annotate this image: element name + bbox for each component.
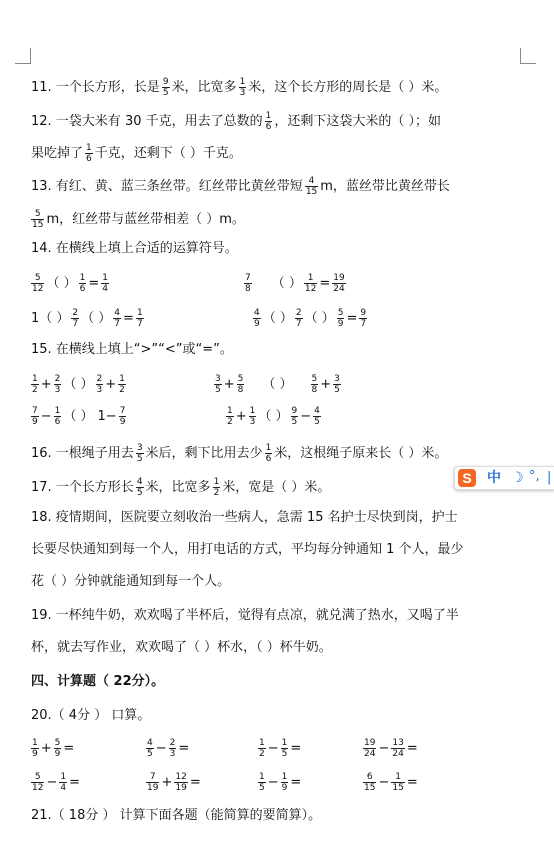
q15-row2-right: $\frac{1}{2}$ + $\frac{1}{3}$ （ ） $\frac{9}{5}$ − $\frac{4}{5}$ [227,406,320,427]
fraction: $\frac{4}{5}$ [314,406,320,427]
question-18-line1: 18. 疫情期间，医院要立刻收治一些病人，急需 15 名护士尽快到岗，护士 [31,510,458,525]
fraction: $\frac{1}{15}$ [392,772,404,793]
fraction: $\frac{3}{5}$ [215,374,221,395]
q11-text-a: 11. 一个长方形，长是 [31,80,160,95]
fraction: $\frac{1}{2}$ [119,374,125,395]
oral-calc-item [363,772,418,793]
equals-sign: = [69,775,80,790]
fraction: $\frac{1}{6}$ [265,111,272,132]
q12-text-d: 千克，还剩下（ ）千克。 [94,146,242,161]
question-18-line3: 花（ ）分钟就能通知到每一个人。 [31,574,231,589]
question-13-line2 [31,209,245,230]
ime-more-icon[interactable]: | [547,470,552,485]
blank[interactable]: （ ） [81,311,112,326]
operator: + [161,775,173,790]
fraction: $\frac{13}{24}$ [392,738,404,759]
fraction: $\frac{2}{3}$ [169,738,176,759]
fraction: $\frac{1}{7}$ [136,308,143,329]
fraction: $\frac{5}{15}$ [32,209,44,230]
q13-text-c: m，红丝带与蓝丝带相差（ ）m。 [46,212,245,227]
q14-row1-right [244,273,348,294]
fraction: $\frac{1}{2}$ [259,738,265,759]
fraction: $\frac{9}{5}$ [162,77,169,98]
fraction: $\frac{1}{2}$ [32,374,38,395]
blank[interactable]: （ ） [262,377,293,392]
question-11 [31,77,447,98]
fraction: $\frac{4}{5}$ [136,477,143,498]
question-12-line1 [31,111,441,132]
fraction: $\frac{1}{5}$ [259,772,265,793]
operator: − [378,741,390,756]
fraction: $\frac{2}{3}$ [54,374,61,395]
fraction: $\frac{1}{9}$ [32,738,38,759]
q15-row1-left: $\frac{1}{2}$ + $\frac{2}{3}$ （ ） $\frac{2}{3}$ + $\frac{1}{2}$ [32,374,125,395]
fraction: $\frac{5}{12}$ [32,772,44,793]
q14-row2-left: 1（ ） $\frac{2}{7}$ （ ） $\frac{4}{7}$ = $\frac{1}{7}$ [31,308,143,329]
oral-calc-item [31,772,80,793]
ime-language-toggle[interactable]: 中 [487,470,501,486]
operator: + [40,741,52,756]
q11-text-c: 米，这个长方形的周长是（ ）米。 [248,80,448,95]
fraction: $\frac{5}{9}$ [337,308,344,329]
fraction: $\frac{1}{4}$ [102,273,108,294]
oral-calc-item [146,772,201,793]
fraction: $\frac{1}{2}$ [227,406,233,427]
equals-sign: = [406,775,418,790]
q12-text-b: ，还剩下这袋大米的（ ）；如 [274,114,441,129]
fraction: $\frac{4}{15}$ [305,176,318,197]
q15-row2-left: $\frac{7}{9}$ − $\frac{1}{6}$ （ ） 1− $\frac{7}{9}$ [32,406,126,427]
fraction: $\frac{6}{15}$ [364,772,376,793]
fraction: $\frac{1}{5}$ [281,738,288,759]
fraction: $\frac{1}{6}$ [54,406,61,427]
oral-calc-item [258,738,301,759]
q12-text-a: 12. 一袋大米有 30 千克，用去了总数的 [31,114,263,129]
blank[interactable]: （ ） [63,409,94,424]
fraction: $\frac{9}{5}$ [291,406,298,427]
fraction: $\frac{4}{5}$ [147,738,153,759]
fraction: $\frac{4}{9}$ [254,308,260,329]
sogou-logo-icon[interactable]: S [458,469,476,487]
fraction: $\frac{1}{9}$ [281,772,288,793]
question-12-line2 [31,143,242,164]
moon-icon[interactable]: ☽ [511,470,524,486]
equals-sign: = [178,741,190,756]
blank[interactable]: （ ） [304,311,335,326]
oral-calc-item [146,738,189,759]
question-21-title: 21.（ 18分 ） 计算下面各题（能简算的要简算）。 [31,808,322,823]
equals-sign: = [189,775,201,790]
question-13-line1 [31,176,450,197]
crop-mark-right-v [520,48,521,64]
question-18-line2: 长要尽快通知到每一个人，用打电话的方式，平均每分钟通知 1 个人，最少 [31,542,464,557]
section-heading: 四、计算题（ 22分）。 [31,674,165,689]
fraction: $\frac{19}{24}$ [364,738,376,759]
punctuation-toggle[interactable]: °, [529,469,540,484]
q11-text-b: 米，比宽多 [171,80,237,95]
crop-mark-left-v [30,48,31,64]
equals-sign: = [406,741,418,756]
fraction: $\frac{1}{6}$ [79,273,86,294]
operator: − [46,775,58,790]
fraction: $\frac{1}{4}$ [60,772,67,793]
fraction: $\frac{7}{9}$ [32,406,38,427]
fraction: $\frac{2}{3}$ [96,374,103,395]
crop-mark-left-h [15,63,31,64]
equals-sign: = [63,741,75,756]
operator: − [267,741,279,756]
fraction: $\frac{5}{12}$ [32,273,44,294]
blank[interactable]: （ ） [262,311,293,326]
crop-mark-right-h [520,63,536,64]
q14-row2-right: $\frac{4}{9}$ （ ） $\frac{2}{7}$ （ ） $\frac{5}{9}$ = $\frac{9}{7}$ [254,308,367,329]
fraction: $\frac{5}{8}$ [237,374,244,395]
question-20-title: 20.（ 4分 ） 口算。 [31,708,151,723]
fraction: $\frac{1}{12}$ [304,273,317,294]
fraction: $\frac{4}{7}$ [114,308,121,329]
equals-sign: = [290,775,302,790]
operator: − [378,775,390,790]
blank[interactable]: （ ） [46,276,77,291]
question-19-line2: 杯，就去写作业，欢欢喝了（ ）杯水，（ ）杯牛奶。 [31,640,332,655]
fraction: $\frac{1}{6}$ [86,143,92,164]
ime-toolbar[interactable] [454,466,554,490]
q15-row1-right: $\frac{3}{5}$ + $\frac{5}{8}$ （ ） $\frac{5}{8}$ + $\frac{3}{5}$ [215,374,340,395]
fraction: $\frac{19}{24}$ [333,273,345,294]
fraction: $\frac{7}{9}$ [119,406,126,427]
fraction: $\frac{7}{8}$ [245,273,251,294]
fraction: $\frac{9}{7}$ [360,308,367,329]
blank[interactable]: （ ） [258,409,289,424]
operator: − [155,741,167,756]
fraction: $\frac{7}{19}$ [147,772,159,793]
oral-calc-item [31,738,74,759]
fraction: $\frac{1}{6}$ [265,443,272,464]
equals-sign: = [88,276,100,291]
fraction: $\frac{2}{7}$ [295,308,302,329]
fraction: $\frac{1}{3}$ [249,406,256,427]
fraction: $\frac{3}{5}$ [334,374,340,395]
q13-text-b: m，蓝丝带比黄丝带长 [320,179,450,194]
q13-text-a: 13. 有红、黄、蓝三条丝带。红丝带比黄丝带短 [31,179,303,194]
question-19-line1: 19. 一杯纯牛奶，欢欢喝了半杯后，觉得有点凉，就兑满了热水，又喝了半 [31,608,459,623]
fraction: $\frac{5}{9}$ [54,738,61,759]
blank[interactable]: （ ） [39,311,70,326]
blank[interactable]: （ ） [63,377,94,392]
oral-calc-item [363,738,418,759]
operator: − [267,775,279,790]
oral-calc-item [258,772,301,793]
fraction: $\frac{5}{8}$ [311,374,318,395]
q14-row1-left [31,273,111,294]
question-17: 17. 一个长方形长 $\frac{4}{5}$ 米，比宽多 $\frac{1}{2}$ 米，宽是（ ）米。 [31,477,331,498]
fraction: $\frac{2}{7}$ [72,308,79,329]
fraction: $\frac{3}{5}$ [136,443,143,464]
fraction: $\frac{12}{19}$ [175,772,187,793]
equals-sign: = [290,741,302,756]
question-14-title: 14. 在横线上填上合适的运算符号。 [31,241,238,256]
q12-text-c: 果吃掉了 [31,146,84,161]
question-15-title: 15. 在横线上填上“>”“<”或“=”。 [31,342,233,357]
equals-sign: = [319,276,331,291]
fraction: $\frac{1}{3}$ [239,77,246,98]
fraction: $\frac{1}{2}$ [213,477,220,498]
question-16: 16. 一根绳子用去 $\frac{3}{5}$ 米后，剩下比用去少 $\frac{1}{6}$ 米，这根绳子原来长（ ）米。 [31,443,448,464]
blank[interactable]: （ ） [271,276,302,291]
